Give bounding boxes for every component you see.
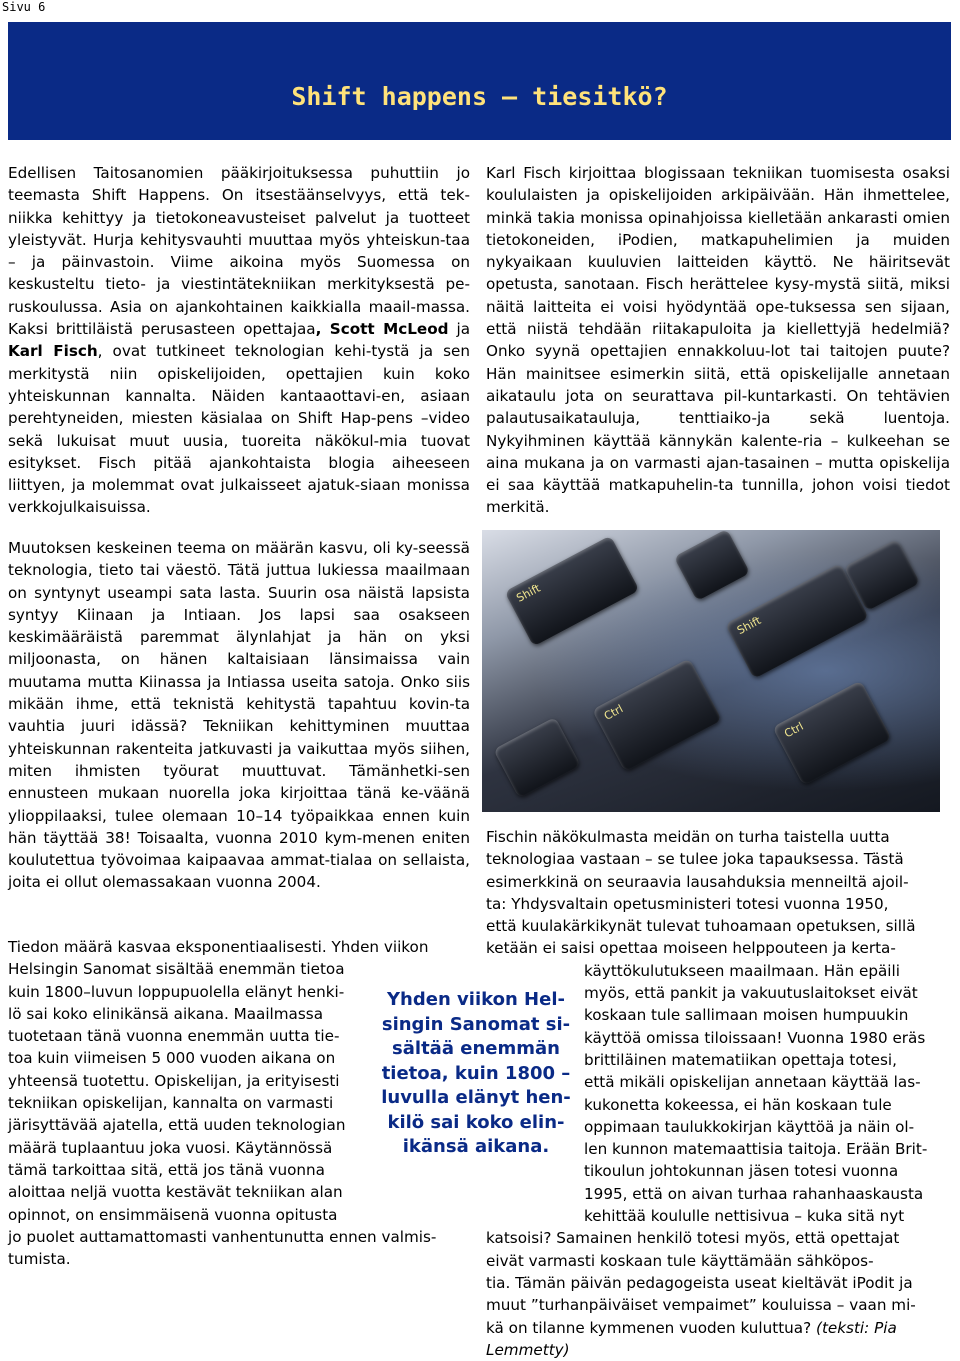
text-line: opinnot, on ensimmäisenä vuonna opitusta [8,1205,338,1224]
text-line: käyttökulutukseen maailmaan. Hän epäili [584,961,900,980]
text-line: kukonetta kokeessa, ei hän koskaan tule [584,1095,892,1114]
text-line: yhteensä tuotettu. Opiskelijan, ja erityisesti [8,1071,340,1090]
text-line: 1995, että on aivan turhaa rahanhaaskausta [584,1184,924,1203]
text-line: teknologiaa vastaan – se tulee joka tapauksessa. Tästä [486,850,904,869]
text-line: ta: Yhdysvaltain opetusministeri totesi vuonna 1950, [486,894,889,913]
text-line: lö sai koko elinikänsä aikana. Maailmassa [8,1004,323,1023]
text-line: Tiedon määrä kasvaa eksponentiaalisesti. Yhden viikon [8,938,429,956]
left-paragraph-2 [8,537,470,894]
text-line: että mikäli opiskelijan annetaan käyttää las- [584,1073,921,1092]
text-line: koskaan tule sallimaan moisen humpuukin [584,1006,909,1025]
text-line: toa kuin viimeisen 5 000 vuoden aikana on [8,1049,336,1068]
key-cap [493,717,581,798]
text-line: käyttöä omissa tiloissaan! Vuonna 1980 eräs [584,1028,926,1047]
karl-fisch-name: Karl Fisch [8,342,98,361]
fisch-blog-paragraph: Karl Fisch kirjoittaa blogissaan tekniikan tuomisesta osaksi koululaisten ja opiskelijoiden arkipäivään. Hän ihmettelee, minkä takia monissa opinahjoissa kielletään ankarasti omien tietokoneiden, iPodien, matkapuhelimien ja muiden nykyaikaan kuuluvien laitteiden käyttö. Ne häiritsevät opetusta, sanotaan. Fisch herättelee kysy-mystä siitä, miksi näitä laitteita ei voisi hyödyntää ope-tuksessa sen sijaan, että niistä tehdään riitakapuloita ja kiellettyjä hedelmiä? Onko syynä opettajien ennakkoluu-lot tai taitojen puute? Hän mainitsee esimerkin siitä, että opiskelijalle annetaan aikataulu jota on seurattava pil-kuntarkasti. On tehtävien palautusaikatauluja, tenttiaiko-ja sekä luentoja. Nykyihminen käyttää kännykän kalente-ria – kulkeehan se aina mukana ja on varmasti ajan-tasainen – mutta opiskelija ei saa käyttää matkapuhelin-ta tunnilla, johon voisi tiedot merkitä. [486,164,950,517]
research-text: , ovat tutkineet teknologian kehi-tystä ja sen merkitystä niin opiskelijoiden, opettajien kuin koko yhteiskunnan kannalta. Näiden kantaaottavi-en, asiaan perehtyneiden, miesten käsialaa on Shift Hap-pens –video sekä lukuisat muut uusia, tuoreita näkökul-mia tuovat esitykset. Fisch pitää ajankohtaista blogia aiheeseen liittyen, ja molemmat ovat julkaisseet ajatuk-siaan monissa verkkojulkaisuissa. [8,342,470,517]
text-line: katsoisi? Samainen henkilö totesi myös, että opettajat [486,1229,900,1248]
text-line: tumista. [8,1250,71,1269]
right-paragraph-1 [486,162,950,519]
ctrl-key: Ctrl [592,658,722,771]
page-number-label: Sivu 6 [2,0,46,14]
conjunction-text: ja [448,320,470,339]
text-line: oppimaan taulukkokirjan käyttöä ja näin ol- [584,1117,915,1136]
keyboard-photo [482,530,940,812]
text-line: aloittaa neljä vuotta kestävät tekniikan alan [8,1183,343,1202]
text-line: muut ”turhanpäiväiset vempaimet” kouluissa – vaan mi- [486,1296,916,1315]
intro-text: Edellisen Taitosanomien pääkirjoituksessa puhuttiin jo teemasta Shift Happens. On itsestäänselvyys, että tek-niikka kehittyy ja tietokoneavusteiset palvelut ja tuotteet yleistyvät. Hurja kehitysvauhti muuttaa myös yhteiskun-taa – ja päinvastoin. Viime aikoina myös Suomessa on keskusteltu tieto- ja viestintätekniikan merkityksestä pe-ruskoulussa. Asia on ajankohtainen kaikkialla maail-massa. Kaksi brittiläistä perusasteen opettajaa [8,164,470,339]
key-cap [674,530,750,601]
text-line: tia. Tämän päivän pedagogeista useat kieltävät iPodit ja [486,1273,913,1292]
text-line: tikoulun johtokunnan jäsen totesi vuonna [584,1162,899,1181]
ctrl-key-right: Ctrl [772,680,891,785]
growth-paragraph: Muutoksen keskeinen teema on määrän kasvu, oli ky-seessä teknologia, tieto tai väestö. Tätä juttua lukiessa maailmaan on syntynyt useampi sata lasta. Suurin osa näistä lapsista syntyy Kiinaan ja Intiaan. Jos lapsi saa osakseen keskimääräistä paremmat älynlahjat ja hän on yksi miljoonasta, on hänen kaltaisiaan länsimaissa vain muutama mutta Kiinassa ja Intiassa useita satoja. Onko siis mikään ihme, että teknistä kehitystä tapahtuu kovin-ta vauhtia juuri idässä? Tekniikan kehittyminen muuttaa yhteiskunnan rakenteita jatkuvasti ja vaikuttaa myös siihen, miten ihmisten työurat muuttuvat. Tämänhetki-sen ennusteen mukaan nuorella joka kirjoittaa tänä ke-väänä ylioppilaaksi, tulee olemaan 10–14 työpaikkaa ennen kuin hän täyttää 38! Toisaalta, vuonna 2010 kym-menen eniten koulutettua työvoimaa kaipaavaa ammat-tialaa on sellaista, joita ei ollut olemassakaan vuonna 2004. [8,539,470,892]
text-line: esimerkkinä on seuraavia lausahduksia menneiltä ajoil- [486,872,909,891]
text-line: Fischin näkökulmasta meidän on turha taistella uutta [486,828,890,846]
shift-key: Shift [504,535,639,646]
text-line: brittiläinen matematiikan opettaja totesi, [584,1050,897,1069]
text-line: kehittää koululle nettisivua – kuka sitä nyt [584,1207,905,1226]
text-line: kä on tilanne kymmenen vuoden kuluttua? (teksti: Pia Lemmetty) [486,1318,897,1359]
text-line: Helsingin Sanomat sisältää enemmän tietoa [8,960,345,979]
author-credit: (teksti: Pia Lemmetty) [486,1318,897,1359]
text-line: tekniikan opiskelijan, kannalta on varmasti [8,1094,334,1113]
left-paragraph-1 [8,162,470,519]
text-line: myös, että pankit ja vakuutuslaitokset eivät [584,984,918,1003]
text-line: ketään ei saisi opettaa moiseen helppouteen ja kerta- [486,939,896,958]
pull-quote: Yhden viikon Hel-singin Sanomat si-sältää enemmän tietoa, kuin 1800 – luvulla elänyt hen-kilö sai koko elin-ikänsä aikana. [381,989,571,1157]
article-title: Shift happens – tiesitkö? [291,82,668,111]
text-line: tuotetaan tänä vuonna enemmän uutta tie- [8,1027,340,1046]
text-line: len kunnon matemaattisia taitoja. Erään Brit- [584,1140,928,1159]
scott-mcleod-name: , Scott McLeod [315,320,449,339]
shift-key-right: Shift [725,563,869,679]
text-line: määrä tuplaantuu joka vuosi. Käytännössä [8,1138,333,1157]
text-line: tämä tarkoittaa sitä, että jos tänä vuonna [8,1160,325,1179]
text-line: jo puolet auttamattomasti vanhentunutta ennen valmis- [8,1227,437,1246]
text-line: että kuulakärkikynät tulevat tuhoamaan opetuksen, sillä [486,917,916,936]
text-line: eivät varmasti koskaan tule käyttämään sähköpos- [486,1251,874,1270]
text-line: kuin 1800–luvun loppupuolella elänyt henki- [8,982,345,1001]
text-line: järisyttävää ajatella, että uuden teknologian [8,1116,346,1135]
title-banner [8,22,951,140]
